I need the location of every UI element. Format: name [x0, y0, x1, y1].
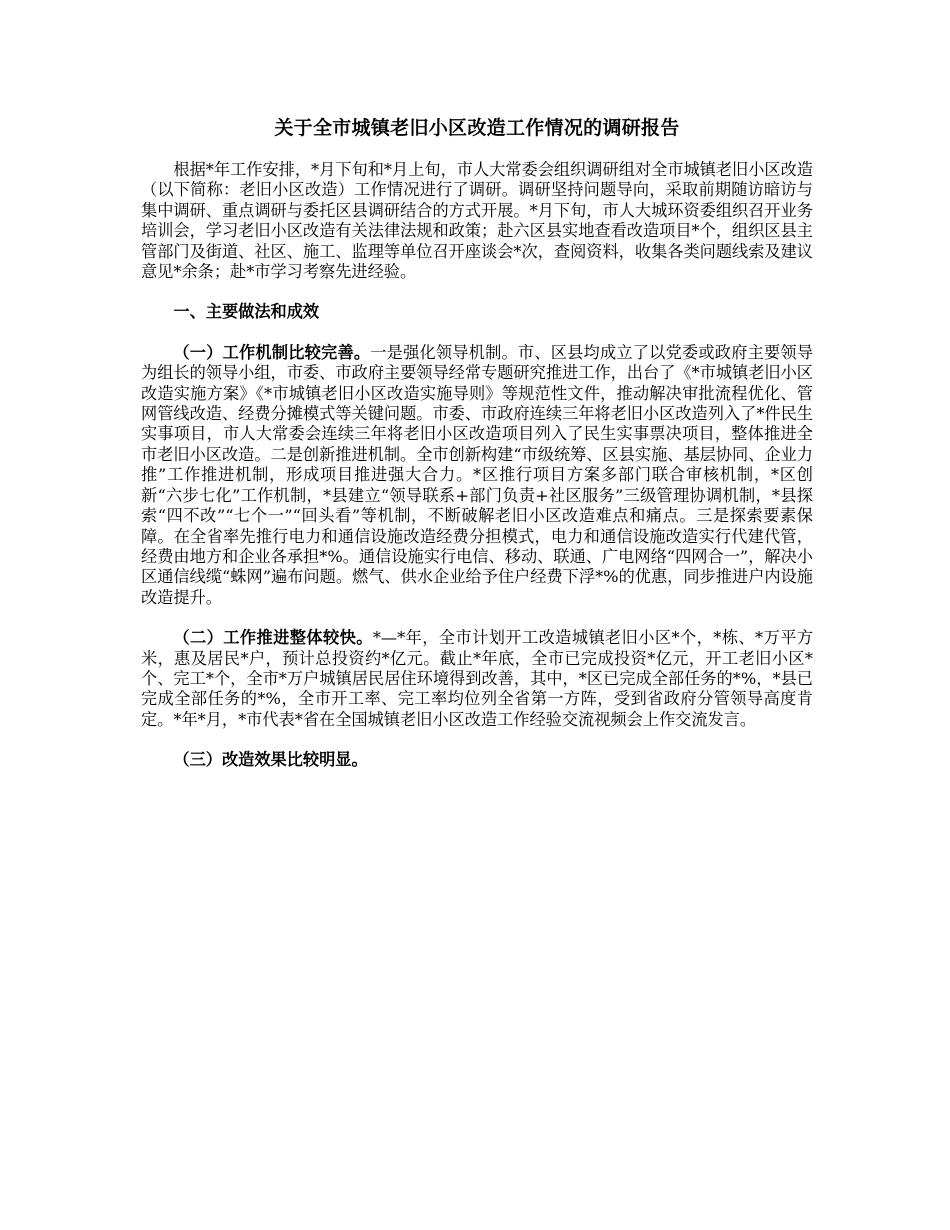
- spacer: [141, 142, 813, 160]
- section-heading-1: 一、主要做法和成效: [173, 302, 320, 322]
- spacer: [141, 730, 813, 750]
- subsection-paragraph-1: [141, 343, 813, 608]
- subsection-paragraph-2: [141, 628, 813, 730]
- spacer: [141, 323, 813, 343]
- spacer: [141, 608, 813, 628]
- intro-paragraph: 根据*年工作安排，*月下旬和*月上旬，市人大常委会组织调研组对全市城镇老旧小区改造（以下简称：老旧小区改造）工作情况进行了调研。调研坚持问题导向，采取前期随访暗访与集中调研、重点调研与委托区县调研结合的方式开展。*月下旬，市人大城环资委组织召开业务培训会，学习老旧小区改造有关法律法规和政策；赴六区县实地查看改造项目*个，组织区县主管部门及街道、社区、施工、监理等单位召开座谈会*次，查阅资料，收集各类问题线索及建议意见*余条；赴*市学习考察先进经验。: [141, 160, 813, 282]
- subsection-body-1: 一是强化领导机制。市、区县均成立了以党委或政府主要领导为组长的领导小组，市委、市政府主要领导经常专题研究推进工作，出台了《*市城镇老旧小区改造实施方案》《*市城镇老旧小区改造实施导则》等规范性文件，推动解决审批流程优化、管网管线改造、经费分摊模式等关键问题。市委、市政府连续三年将老旧小区改造列入了*件民生实事项目，市人大常委会连续三年将老旧小区改造项目列入了民生实事票决项目，整体推进全市老旧小区改造。二是创新推进机制。全市创新构建“市级统筹、区县实施、基层协同、企业力推”工作推进机制，形成项目推进强大合力。*区推行项目方案多部门联合审核机制，*区创新“六步七化”工作机制，*县建立“领导联系+部门负责+社区服务”三级管理协调机制，*县探索“四不改”“七个一”“回头看”等机制，不断破解老旧小区改造难点和痛点。三是探索要素保障。在全省率先推行电力和通信设施改造经费分担模式，电力和通信设施改造实行代建代管，经费由地方和企业各承担*%。通信设施实行电信、移动、联通、广电网络“四网合一”，解决小区通信线缆“蛛网”遍布问题。燃气、供水企业给予住户经费下浮*%的优惠，同步推进户内设施改造提升。: [141, 342, 814, 607]
- spacer: [141, 282, 813, 302]
- document-body: [141, 114, 813, 771]
- subsection-lead-2: （二）工作推进整体较快。: [173, 628, 373, 648]
- subsection-lead-1: （一）工作机制比较完善。: [173, 342, 371, 362]
- subsection-heading-3: （三）改造效果比较明显。: [173, 750, 368, 770]
- subsection-body-2: *—*年，全市计划开工改造城镇老旧小区*个，*栋、*万平方米，惠及居民*户，预计总投资约*亿元。截止*年底，全市已完成投资*亿元，开工老旧小区*个、完工*个，全市*万户城镇居民居住环境得到改善，其中，*区已完成全部任务的*%，*县已完成全部任务的*%，全市开工率、完工率均位列全省第一方阵，受到省政府分管领导高度肯定。*年*月，*市代表*省在全国城镇老旧小区改造工作经验交流视频会上作交流发言。: [141, 628, 814, 729]
- document-title: 关于全市城镇老旧小区改造工作情况的调研报告: [274, 117, 680, 139]
